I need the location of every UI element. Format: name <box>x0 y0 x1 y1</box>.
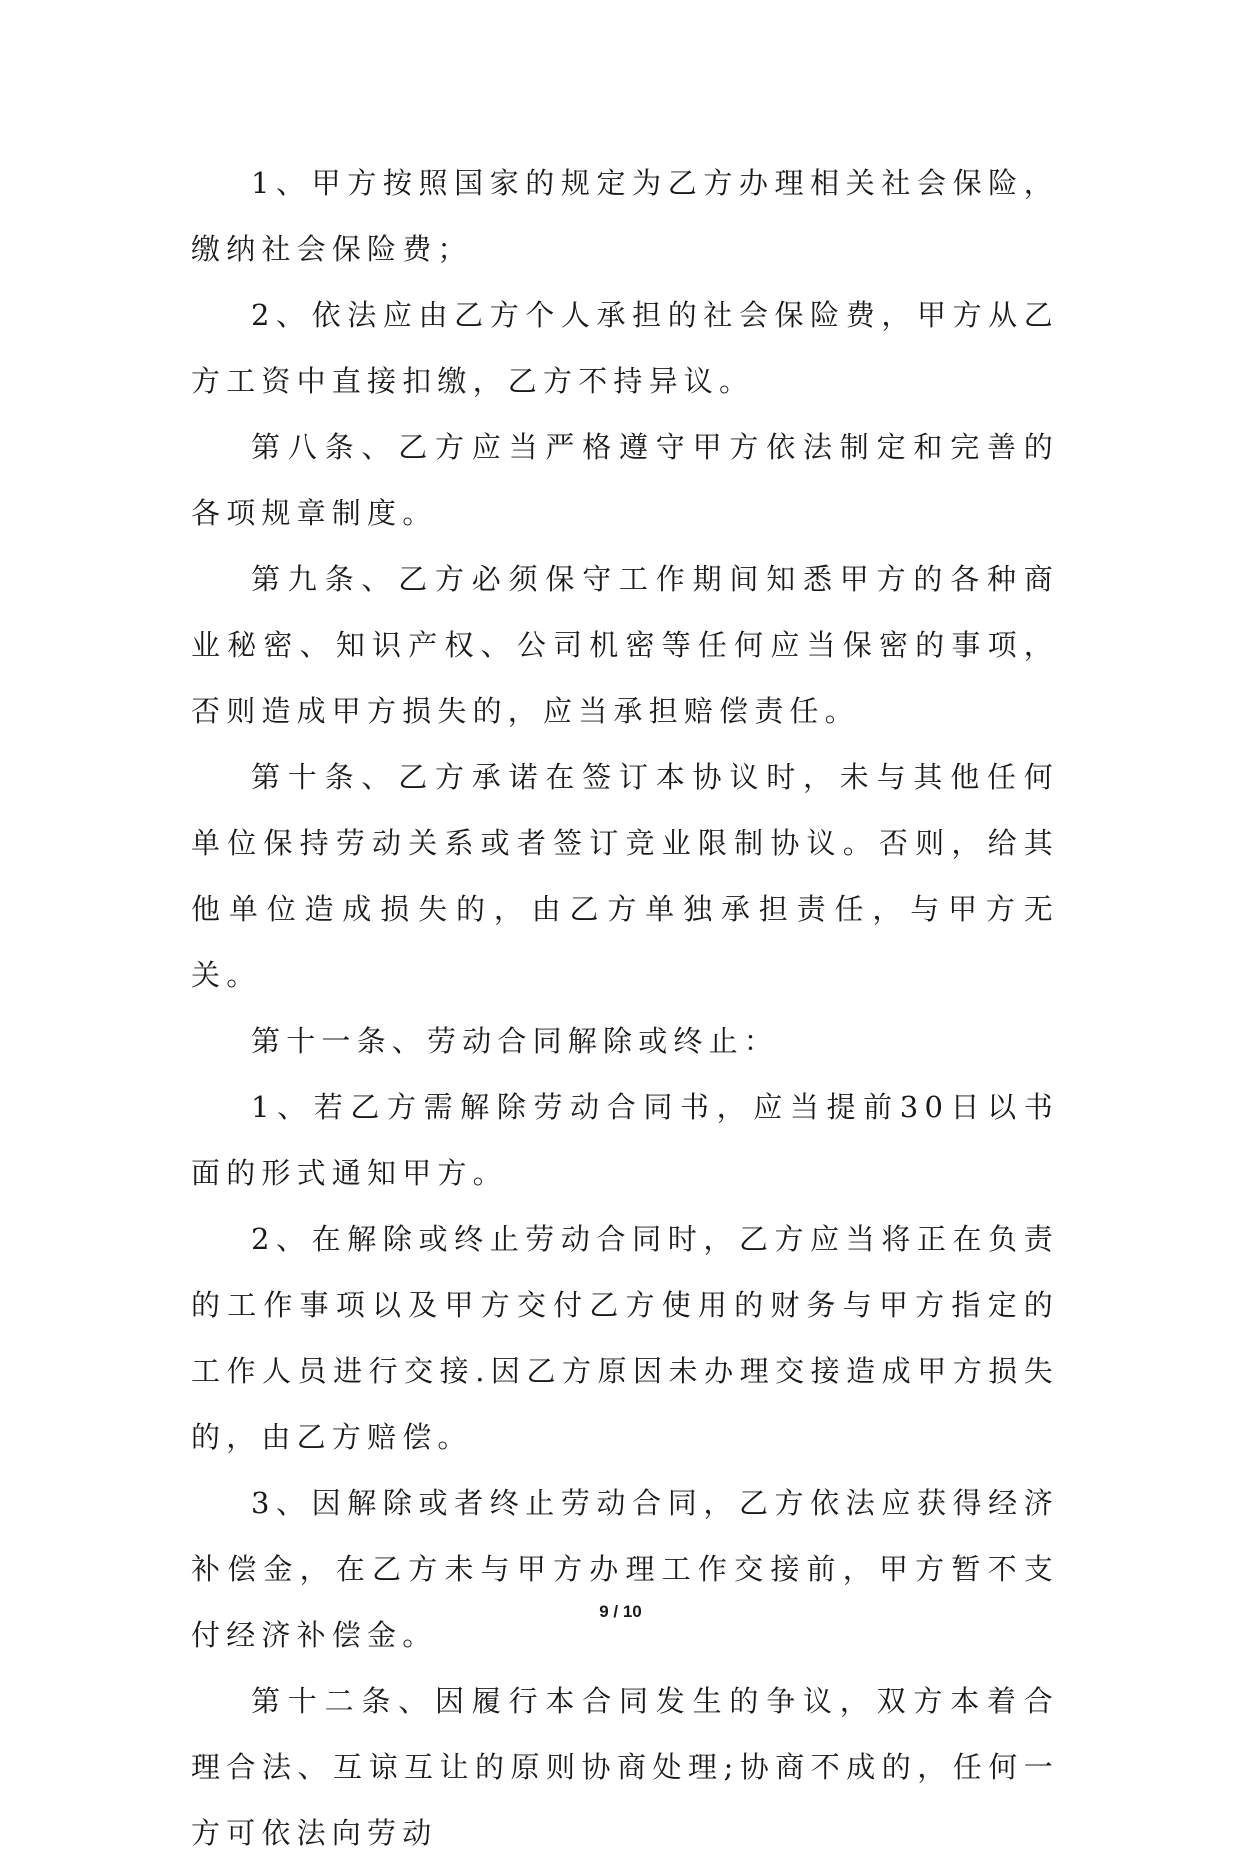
paragraph-article-8: 第八条、乙方应当严格遵守甲方依法制定和完善的各项规章制度。 <box>191 430 1059 530</box>
paragraph-article-11-item-3: 3、因解除或者终止劳动合同，乙方依法应获得经济补偿金，在乙方未与甲方办理工作交接前，甲方暂不支付经济补偿金。 <box>191 1486 1059 1652</box>
paragraph-article-10: 第十条、乙方承诺在签订本协议时，未与其他任何单位保持劳动关系或者签订竞业限制协议。否则，给其他单位造成损失的，由乙方单独承担责任，与甲方无关。 <box>191 760 1059 992</box>
paragraph-article-11: 第十一条、劳动合同解除或终止： <box>251 1024 780 1058</box>
paragraph-article-12: 第十二条、因履行本合同发生的争议，双方本着合理合法、互谅互让的原则协商处理;协商不成的，任何一方可依法向劳动 <box>191 1684 1059 1850</box>
paragraph-article-11-item-1: 1、若乙方需解除劳动合同书，应当提前30日以书面的形式通知甲方。 <box>191 1090 1059 1190</box>
paragraph-article-9: 第九条、乙方必须保守工作期间知悉甲方的各种商业秘密、知识产权、公司机密等任何应当保密的事项，否则造成甲方损失的，应当承担赔偿责任。 <box>191 562 1059 728</box>
paragraph-social-insurance-2: 2、依法应由乙方个人承担的社会保险费，甲方从乙方工资中直接扣缴，乙方不持异议。 <box>191 298 1059 398</box>
paragraph-article-11-item-2: 2、在解除或终止劳动合同时，乙方应当将正在负责的工作事项以及甲方交付乙方使用的财务与甲方指定的工作人员进行交接.因乙方原因未办理交接造成甲方损失的，由乙方赔偿。 <box>191 1222 1059 1454</box>
page-number: 9 / 10 <box>599 1602 642 1621</box>
paragraph-social-insurance-1: 1、甲方按照国家的规定为乙方办理相关社会保险，缴纳社会保险费； <box>191 166 1059 266</box>
